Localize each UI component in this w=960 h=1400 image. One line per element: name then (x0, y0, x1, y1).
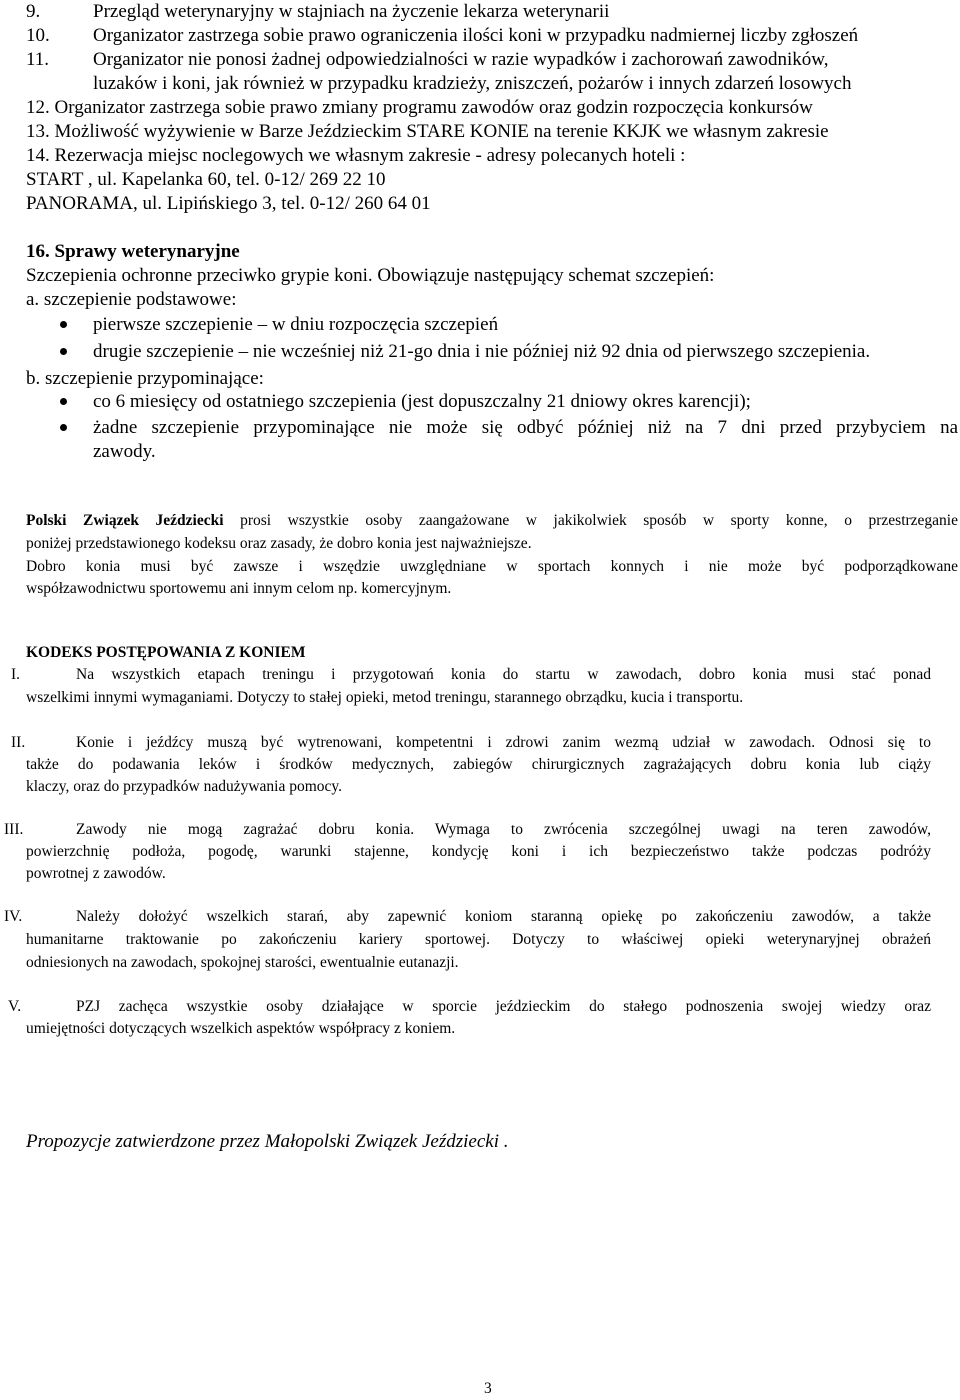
pzj-paragraph-1-line2: poniżej przedstawionego kodeksu oraz zasady, że dobro konia jest najważniejsze. (26, 535, 532, 552)
list-item-14-line1: 14. Rezerwacja miejsc noclegowych we własnym zakresie - adresy polecanych hoteli : (26, 145, 686, 166)
pzj-name: Polski Związek Jeździecki (26, 512, 224, 529)
code-item-4-line2: humanitarne traktowanie po zakończeniu kariery sportowej. Dotyczy to właściwej opieki weterynaryjnej obrażeń (26, 931, 931, 948)
code-item-2-line3: klaczy, oraz do przypadków nadużywania pomocy. (26, 778, 343, 795)
pzj-paragraph-1-line1: Polski Związek Jeździecki prosi wszystkie osoby zaangażowane w jakikolwiek sposób w sporty konne, o przestrzeganie (26, 512, 958, 529)
code-item-5-line1: PZJ zachęca wszystkie osoby działające w sporcie jeździeckim do stałego podnoszenia swojej wiedzy oraz (76, 998, 931, 1015)
hotel-start: START , ul. Kapelanka 60, tel. 0-12/ 269 22 10 (26, 169, 386, 190)
approval-note: Propozycje zatwierdzone przez Małopolski Związek Jeździecki . (26, 1131, 509, 1152)
hotel-panorama: PANORAMA, ul. Lipińskiego 3, tel. 0-12/ 260 64 01 (26, 193, 431, 214)
bullet-icon (60, 424, 67, 431)
list-item-11-line2: luzaków i koni, jak również w przypadku kradzieży, zniszczeń, pożarów i innych zdarzeń losowych (93, 73, 852, 94)
list-item-10-number: 10. (26, 25, 50, 46)
bullet-icon (60, 321, 67, 328)
vet-b-bullet-2-line2: zawody. (93, 441, 156, 462)
list-item-11-number: 11. (26, 49, 50, 70)
pzj-paragraph-2-line2: współzawodnictwu sportowemu ani innym celom np. komercyjnym. (26, 580, 452, 597)
list-item-12: 12. Organizator zastrzega sobie prawo zmiany programu zawodów oraz godzin rozpoczęcia konkursów (26, 97, 813, 118)
code-item-3-line1: Zawody nie mogą zagrażać dobru konia. Wymaga to zwrócenia szczególnej uwagi na teren zawodów, (76, 821, 931, 838)
vet-intro: Szczepienia ochronne przeciwko grypie koni. Obowiązuje następujący schemat szczepień: (26, 265, 715, 286)
code-item-3-line3: powrotnej z zawodów. (26, 865, 166, 882)
vet-a-bullet-2: drugie szczepienie – nie wcześniej niż 21-go dnia i nie później niż 92 dnia od pierwszego szczepienia. (93, 341, 871, 362)
code-item-3-line2: powierzchnię podłoża, pogodę, warunki stajenne, kondycję koni i ich bezpieczeństwo także podczas podróży (26, 843, 931, 860)
code-item-2-number: II. (11, 734, 26, 751)
vet-a-label: a. szczepienie podstawowe: (26, 289, 237, 310)
code-item-2-line2: także do podawania leków i środków medycznych, zabiegów chirurgicznych zagrażających dobru konia lub ciąży (26, 756, 931, 773)
code-item-2-line1: Konie i jeźdźcy muszą być wytrenowani, kompetentni i zdrowi zanim wezmą udział w zawodach. Odnosi się to (76, 734, 931, 751)
code-item-1-number: I. (11, 666, 21, 683)
vet-a-bullet-1: pierwsze szczepienie – w dniu rozpoczęcia szczepień (93, 314, 499, 335)
code-item-5-number: V. (8, 998, 22, 1015)
pzj-paragraph-2-line1: Dobro konia musi być zawsze i wszędzie uwzględniane w sportach konnych i nie może być podporządkowane (26, 558, 958, 575)
list-item-9-number: 9. (26, 1, 41, 22)
bullet-icon (60, 348, 67, 355)
list-item-13: 13. Możliwość wyżywienie w Barze Jeździeckim STARE KONIE na terenie KKJK we własnym zakresie (26, 121, 829, 142)
vet-b-bullet-1: co 6 miesięcy od ostatniego szczepienia (jest dopuszczalny 21 dniowy okres karencji); (93, 391, 751, 412)
code-item-1-line2: wszelkimi innymi wymaganiami. Dotyczy to stałej opieki, metod treningu, starannego obrządku, kucia i transportu. (26, 689, 744, 706)
code-item-1-line1: Na wszystkich etapach treningu i przygotowań konia do startu w zawodach, dobro konia musi stać ponad (76, 666, 931, 683)
code-item-5-line2: umiejętności dotyczących wszelkich aspektów współpracy z koniem. (26, 1020, 456, 1037)
list-item-11-line1: Organizator nie ponosi żadnej odpowiedzialności w razie wypadków i zachorowań zawodników, (93, 49, 829, 70)
code-item-4-line1: Należy dołożyć wszelkich starań, aby zapewnić koniom staranną opiekę po zakończeniu zawodów, a także (76, 908, 931, 925)
list-item-9-text: Przegląd weterynaryjny w stajniach na życzenie lekarza weterynarii (93, 1, 610, 22)
vet-heading: 16. Sprawy weterynaryjne (26, 241, 240, 262)
code-heading: KODEKS POSTĘPOWANIA Z KONIEM (26, 644, 306, 661)
bullet-icon (60, 398, 67, 405)
vet-b-bullet-2-line1: żadne szczepienie przypominające nie może się odbyć później niż na 7 dni przed przybyciem na (93, 417, 958, 438)
list-item-10-text: Organizator zastrzega sobie prawo ograniczenia ilości koni w przypadku nadmiernej liczby zgłoszeń (93, 25, 859, 46)
vet-b-label: b. szczepienie przypominające: (26, 368, 264, 389)
code-item-4-number: IV. (4, 908, 23, 925)
code-item-4-line3: odniesionych na zawodach, spokojnej starości, ewentualnie eutanazji. (26, 954, 459, 971)
code-item-3-number: III. (4, 821, 24, 838)
page-number: 3 (484, 1380, 492, 1397)
